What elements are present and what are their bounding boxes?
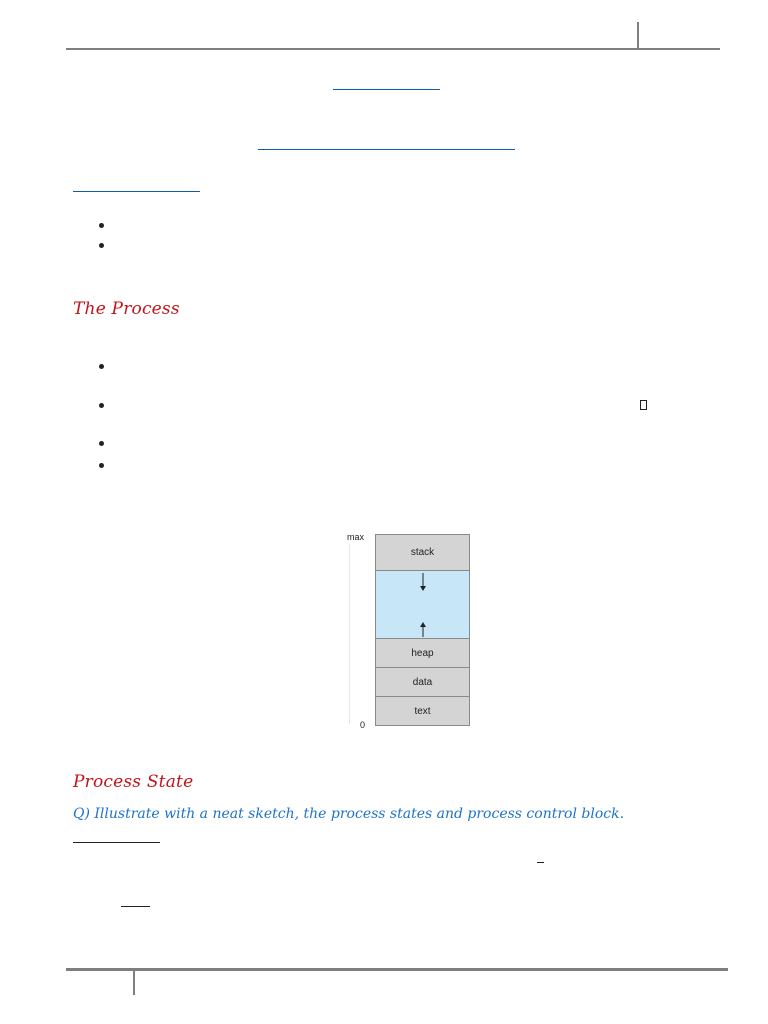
subtitle-link-underline[interactable] [258,149,515,150]
list-bullet [99,403,104,408]
stack-segment: stack [375,534,470,571]
dash-mark [537,862,544,863]
data-segment: data [375,667,470,697]
growth-arrows-icon [375,570,470,639]
heading-the-process: The Process [73,299,180,319]
heading-process-state: Process State [73,772,194,792]
list-bullet [99,243,104,248]
list-bullet [99,441,104,446]
list-bullet [99,223,104,228]
footer-tick [133,970,135,995]
text-segment: text [375,696,470,726]
free-memory-region [375,570,470,639]
section-link-underline[interactable] [73,191,200,192]
list-bullet [99,364,104,369]
axis-max-label: max [347,532,365,542]
heap-segment: heap [375,638,470,668]
answer-underline [73,842,160,843]
question-text: Q) Illustrate with a neat sketch, the process states and process control block. [73,806,625,822]
header-rule [66,48,720,50]
axis-zero-label: 0 [360,720,366,730]
short-underline [121,906,150,907]
footer-rule [66,968,728,971]
title-link-underline[interactable] [333,89,440,90]
axis-line [349,544,350,724]
list-bullet [99,463,104,468]
box-glyph-icon [640,400,647,410]
header-tick [637,22,639,49]
